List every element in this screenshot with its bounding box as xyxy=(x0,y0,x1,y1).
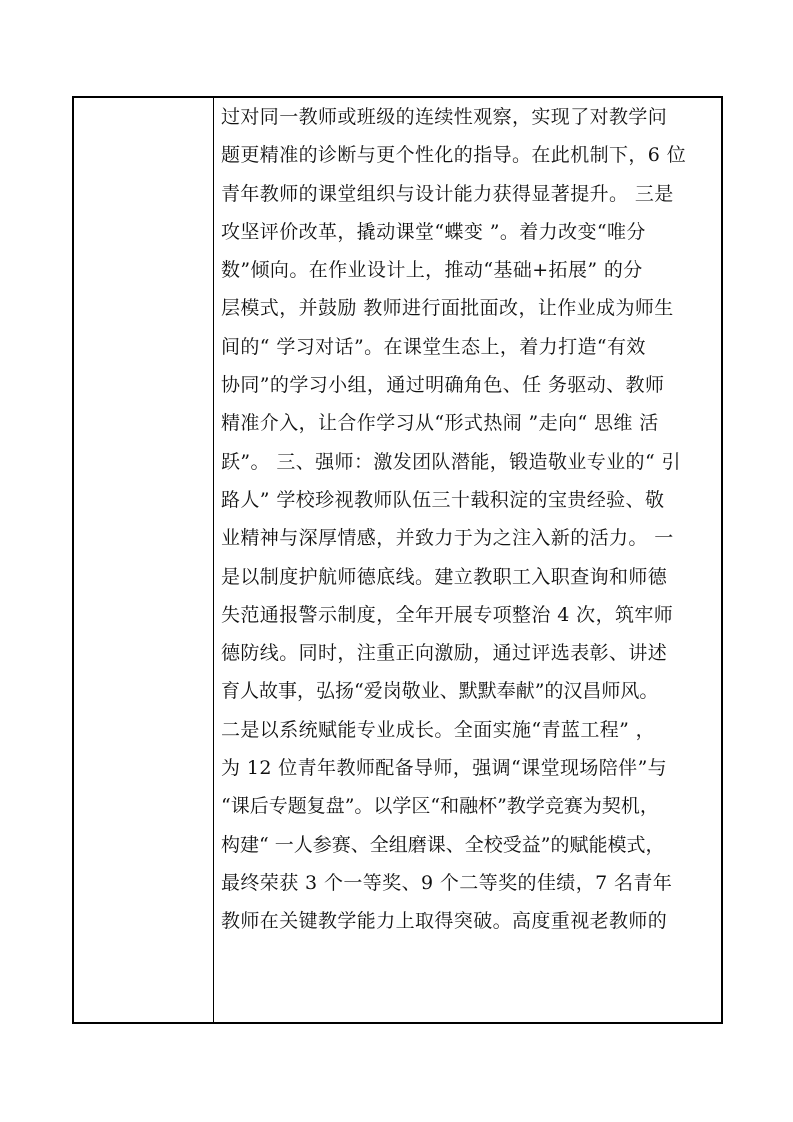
text-line: 攻坚评价改革，撬动课堂“蝶变 ”。着力改变“唯分 xyxy=(221,220,646,243)
text-line: 间的“ 学习对话”。在课堂生态上，着力打造“有效 xyxy=(221,335,646,358)
text-line: “课后专题复盘”。以学区“和融杯”教学竞赛为契机， xyxy=(221,795,659,818)
table-content-cell xyxy=(221,98,715,941)
text-line: 青年教师的课堂组织与设计能力获得显著提升。 三是 xyxy=(221,182,674,205)
text-line: 题更精准的诊断与更个性化的指导。在此机制下，6 位 xyxy=(221,144,687,167)
text-line: 过对同一教师或班级的连续性观察，实现了对教学问 xyxy=(221,106,668,128)
text-line: 构建“ 一人参赛、全组磨课、全校受益”的赋能模式， xyxy=(221,833,665,856)
text-line: 为 12 位青年教师配备导师，强调“课堂现场陪伴”与 xyxy=(221,757,668,780)
text-line: 是以制度护航师德底线。建立教职工入职查询和师德 xyxy=(221,565,668,588)
text-line: 二是以系统赋能专业成长。全面实施“青蓝工程” ， xyxy=(221,718,656,741)
column-divider xyxy=(213,98,214,1022)
text-line: 教师在关键教学能力上取得突破。高度重视老教师的 xyxy=(221,910,668,933)
text-line: 育人故事，弘扬“爱岗敬业、默默奉献”的汉昌师风。 xyxy=(221,680,659,703)
text-line: 业精神与深厚情感，并致力于为之注入新的活力。 一 xyxy=(221,527,674,550)
text-line: 失范通报警示制度，全年开展专项整治 4 次，筑牢师 xyxy=(221,603,674,626)
text-line: 跃”。 三、强师：激发团队潜能，锻造敬业专业的“ 引 xyxy=(221,450,681,473)
text-line: 协同”的学习小组，通过明确角色、任 务驱动、教师 xyxy=(221,374,665,397)
text-line: 最终荣获 3 个一等奖、9 个二等奖的佳绩，7 名青年 xyxy=(221,871,673,894)
document-table xyxy=(72,96,723,1024)
text-line: 精准介入，让合作学习从“形式热闹 ”走向“ 思维 活 xyxy=(221,412,659,435)
text-line: 数”倾向。在作业设计上，推动“基础+拓展” 的分 xyxy=(221,259,643,282)
text-line: 路人” 学校珍视教师队伍三十载积淀的宝贵经验、敬 xyxy=(221,488,665,511)
text-line: 层模式，并鼓励 教师进行面批面改，让作业成为师生 xyxy=(221,297,674,320)
text-line: 德防线。同时，注重正向激励，通过评选表彰、讲述 xyxy=(221,642,668,665)
